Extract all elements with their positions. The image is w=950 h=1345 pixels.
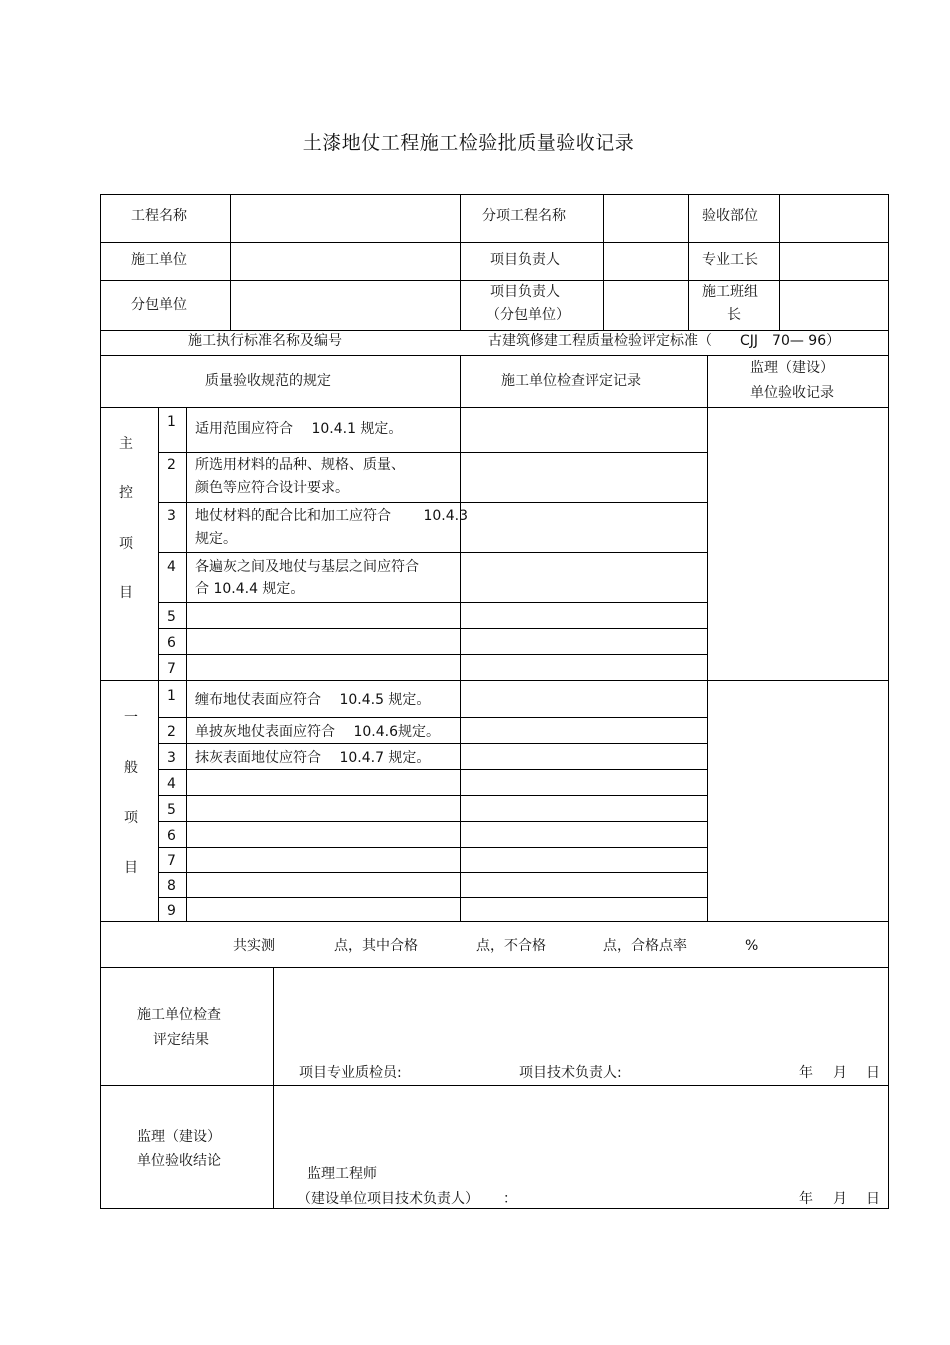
summary-total-label: 共实测 [233, 938, 275, 954]
main-item-text: 地仗材料的配合比和加工应符合 10.4.3 [195, 508, 468, 524]
standard-label: 施工执行标准名称及编号 [188, 333, 342, 349]
supervision-column-header: 监理（建设） [750, 360, 834, 376]
date-day-label: 日 [866, 1191, 880, 1207]
general-items-label-char: 目 [124, 860, 138, 876]
main-item-text: 各遍灰之间及地仗与基层之间应符合 [195, 559, 419, 575]
main-item-text: 适用范围应符合 10.4.1 规定。 [195, 421, 403, 437]
supervision-result-label-2: 单位验收结论 [137, 1153, 221, 1169]
main-item-number: 4 [167, 559, 176, 575]
standard-value: 古建筑修建工程质量检验评定标准（ CJJ 70— 96） [488, 333, 841, 349]
general-item-text: 抹灰表面地仗应符合 10.4.7 规定。 [195, 750, 431, 766]
check-record-column-header: 施工单位检查评定记录 [501, 373, 641, 389]
general-item-number: 8 [167, 878, 176, 894]
summary-qualified-label: 点，其中合格 [334, 938, 418, 954]
spec-column-header: 质量验收规范的规定 [205, 373, 331, 389]
construction-result-label-2: 评定结果 [153, 1032, 209, 1048]
general-items-label-char: 般 [124, 760, 138, 776]
main-item-text-2: 合 10.4.4 规定。 [195, 581, 305, 597]
project-leader-sub-label: 项目负责人 [490, 284, 560, 300]
owner-tech-leader-label: （建设单位项目技术负责人） [297, 1191, 479, 1207]
general-items-label-char: 一 [124, 710, 138, 726]
main-item-number: 2 [167, 457, 176, 473]
date-day-label: 日 [866, 1065, 880, 1081]
team-leader-label-2: 长 [727, 307, 741, 323]
general-item-number: 9 [167, 903, 176, 919]
foreman-label: 专业工长 [702, 252, 758, 268]
main-item-number: 1 [167, 414, 176, 430]
general-item-text: 单披灰地仗表面应符合 10.4.6规定。 [195, 724, 440, 740]
supervision-column-header-2: 单位验收记录 [750, 385, 834, 401]
general-item-number: 6 [167, 828, 176, 844]
quality-inspector-label: 项目专业质检员: [299, 1065, 402, 1081]
date-month-label: 月 [833, 1065, 847, 1081]
main-item-text-2: 颜色等应符合设计要求。 [195, 480, 349, 496]
tech-leader-label: 项目技术负责人: [519, 1065, 622, 1081]
summary-unqualified-label: 点，不合格 [476, 938, 546, 954]
signature-colon: ： [503, 1191, 517, 1207]
general-item-text: 缠布地仗表面应符合 10.4.5 规定。 [195, 692, 431, 708]
general-item-number: 5 [167, 802, 176, 818]
general-item-number: 7 [167, 853, 176, 869]
date-year-label: 年 [799, 1065, 813, 1081]
summary-rate-label: 点，合格点率 [603, 938, 687, 954]
acceptance-part-label: 验收部位 [702, 208, 758, 224]
main-items-label-char: 项 [119, 536, 133, 552]
main-items-label-char: 主 [119, 436, 133, 452]
supervision-result-label: 监理（建设） [137, 1129, 221, 1145]
project-name-label: 工程名称 [131, 208, 187, 224]
main-item-text: 所选用材料的品种、规格、质量、 [195, 457, 405, 473]
supervising-engineer-label: 监理工程师 [307, 1166, 377, 1182]
main-items-label-char: 目 [119, 585, 133, 601]
main-item-text-2: 规定。 [195, 531, 237, 547]
main-item-number: 3 [167, 508, 176, 524]
project-leader-label: 项目负责人 [490, 252, 560, 268]
general-item-number: 3 [167, 750, 176, 766]
main-item-number: 7 [167, 661, 176, 677]
project-leader-sub-note: （分包单位） [486, 307, 570, 323]
construction-result-label: 施工单位检查 [137, 1007, 221, 1023]
summary-percent-sign: % [745, 938, 759, 954]
main-item-number: 6 [167, 635, 176, 651]
general-item-number: 2 [167, 724, 176, 740]
main-item-number: 5 [167, 609, 176, 625]
general-items-label-char: 项 [124, 810, 138, 826]
sub-project-name-label: 分项工程名称 [482, 208, 566, 224]
team-leader-label: 施工班组 [702, 284, 758, 300]
general-item-number: 1 [167, 688, 176, 704]
page-title: 土漆地仗工程施工检验批质量验收记录 [302, 132, 635, 154]
subcontract-unit-label: 分包单位 [131, 297, 187, 313]
general-item-number: 4 [167, 776, 176, 792]
construction-unit-label: 施工单位 [131, 252, 187, 268]
date-month-label: 月 [833, 1191, 847, 1207]
main-items-label-char: 控 [119, 485, 133, 501]
date-year-label: 年 [799, 1191, 813, 1207]
